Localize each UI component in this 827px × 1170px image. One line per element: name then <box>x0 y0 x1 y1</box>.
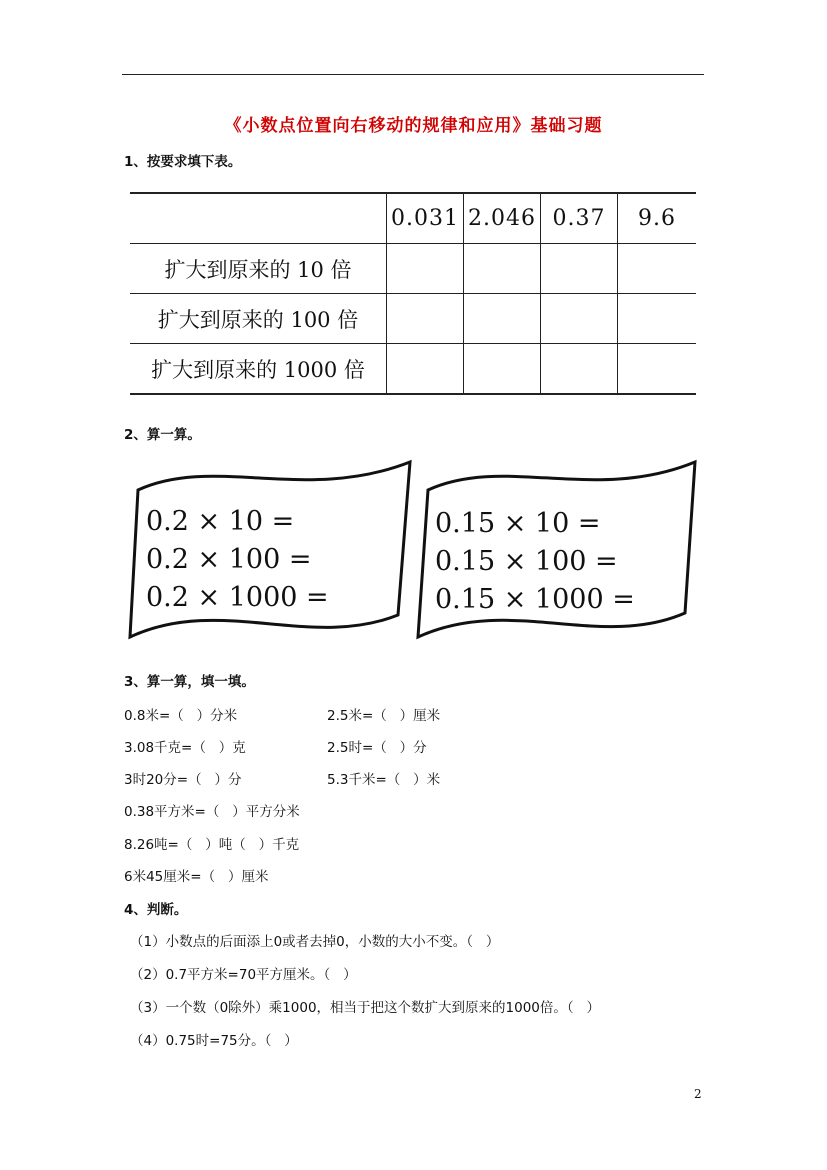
page-number: 2 <box>694 1087 702 1101</box>
question-1-label: 1、按要求填下表。 <box>124 154 242 170</box>
answer-cell[interactable] <box>387 294 464 344</box>
table-header-cell: 9.6 <box>618 193 697 244</box>
answer-cell[interactable] <box>387 244 464 294</box>
table-header-cell: 2.046 <box>464 193 541 244</box>
calc-line: 0.15 × 100 = <box>435 546 618 577</box>
table-row <box>130 344 696 395</box>
question-2-label: 2、算一算。 <box>124 427 201 443</box>
answer-cell[interactable] <box>541 344 618 395</box>
table-header-cell: 0.031 <box>387 193 464 244</box>
fill-line: 3时20分=（ ）分 <box>124 772 242 788</box>
answer-cell[interactable] <box>618 294 697 344</box>
table-corner-cell <box>130 193 387 244</box>
answer-cell[interactable] <box>464 344 541 395</box>
calc-line: 0.2 × 1000 = <box>146 582 329 613</box>
answer-cell[interactable] <box>464 244 541 294</box>
table-row <box>130 244 696 294</box>
answer-cell[interactable] <box>464 294 541 344</box>
fill-line: 0.8米=（ ）分米 <box>124 708 238 724</box>
calc-line: 0.2 × 10 = <box>146 506 295 537</box>
fill-line: 8.26吨=（ ）吨（ ）千克 <box>124 837 300 853</box>
table-row-label: 扩大到原来的 1000 倍 <box>130 344 387 395</box>
answer-cell[interactable] <box>541 244 618 294</box>
calc-line: 0.2 × 100 = <box>146 544 312 575</box>
judge-item: （1）小数点的后面添上0或者去掉0，小数的大小不变。（ ） <box>130 934 500 950</box>
fill-line: 3.08千克=（ ）克 <box>124 740 246 756</box>
calc-line: 0.15 × 1000 = <box>435 584 635 615</box>
table-row-label: 扩大到原来的 10 倍 <box>130 244 387 294</box>
table-header-cell: 0.37 <box>541 193 618 244</box>
answer-cell[interactable] <box>387 344 464 395</box>
answer-cell[interactable] <box>541 294 618 344</box>
page-title: 《小数点位置向右移动的规律和应用》基础习题 <box>224 116 603 136</box>
question-3-label: 3、算一算，填一填。 <box>124 674 255 690</box>
table-row-label: 扩大到原来的 100 倍 <box>130 294 387 344</box>
answer-cell[interactable] <box>618 244 697 294</box>
fill-line: 2.5米=（ ）厘米 <box>327 708 441 724</box>
judge-item: （4）0.75时=75分。（ ） <box>130 1033 298 1049</box>
judge-item: （2）0.7平方米=70平方厘米。（ ） <box>130 967 357 983</box>
fill-line: 2.5时=（ ）分 <box>327 740 427 756</box>
answer-cell[interactable] <box>618 344 697 395</box>
header-rule <box>122 74 704 75</box>
calc-line: 0.15 × 10 = <box>435 508 601 539</box>
table-row <box>130 294 696 344</box>
table-header-row <box>130 193 696 244</box>
fill-line: 6米45厘米=（ ）厘米 <box>124 869 269 885</box>
fill-line: 5.3千米=（ ）米 <box>327 772 441 788</box>
fill-table <box>130 192 696 395</box>
question-4-label: 4、判断。 <box>124 902 188 918</box>
judge-item: （3）一个数（0除外）乘1000，相当于把这个数扩大到原来的1000倍。（ ） <box>130 1000 601 1016</box>
fill-line: 0.38平方米=（ ）平方分米 <box>124 804 300 820</box>
